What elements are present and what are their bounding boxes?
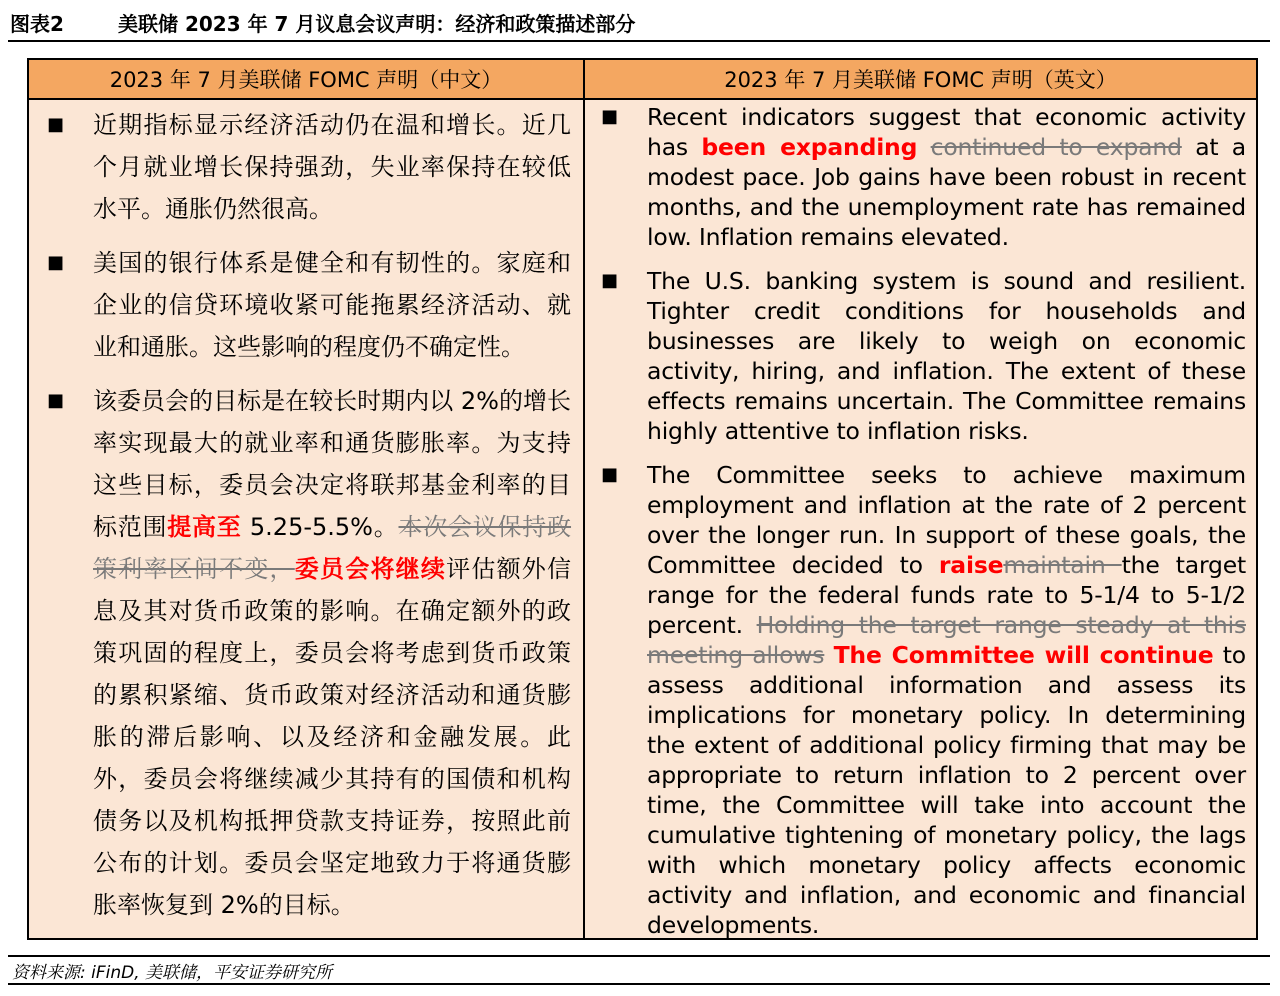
english-column — [585, 100, 1256, 938]
zh-paragraph-1: 近期指标显示经济活动仍在温和增长。近几个月就业增长保持强劲，失业率保持在较低水平。通胀仍然很高。 — [93, 111, 571, 223]
square-bullet-icon: ■ — [601, 464, 619, 485]
text-segment — [824, 641, 833, 669]
added-text: been expanding — [701, 133, 918, 161]
list-item — [595, 102, 1246, 252]
header-english: 2023 年 7 月美联储 FOMC 声明（英文） — [585, 60, 1256, 100]
square-bullet-icon: ■ — [47, 390, 65, 411]
figure-title: 美联储 2023 年 7 月议息会议声明：经济和政策描述部分 — [118, 11, 636, 36]
square-bullet-icon: ■ — [601, 106, 619, 127]
figure-header — [8, 4, 1270, 42]
added-text: The Committee will continue — [833, 641, 1214, 669]
comparison-table — [27, 58, 1258, 940]
text-segment: to assess additional information and assess its implications for monetary policy. In determining the extent of additional policy firming that may be appropriate to return inflation to 2 percent over time, the Committee will take into account the cumulative tightening of monetary policy, the lags with which monetary policy affects economic activity and inflation, and economic and financial developments. — [647, 641, 1246, 938]
text-segment: the target range for the federal funds rate to 5-1/4 to 5-1/2 percent. — [647, 551, 1246, 639]
text-segment: at a modest pace. Job gains have been robust in recent months, and the unemployment rate has remained low. Inflation remains elevated. — [647, 133, 1246, 251]
text-segment: 该委员会的目标是在较长时期内以 2%的增长率实现最大的就业率和通货膨胀率。为支持这些目标，委员会决定将联邦基金利率的目标范围 — [93, 387, 571, 541]
header-chinese: 2023 年 7 月美联储 FOMC 声明（中文） — [29, 60, 585, 100]
added-text: 提高至 — [167, 513, 242, 541]
text-segment: 5.25-5.5%。 — [241, 513, 399, 541]
zh-paragraph-2: 美国的银行体系是健全和有韧性的。家庭和企业的信贷环境收紧可能拖累经济活动、就业和通胀。这些影响的程度仍不确定性。 — [93, 249, 571, 361]
deleted-text: 本次会议保持政策利率区间不变， — [93, 513, 572, 583]
text-segment: The Committee seeks to achieve maximum employment and inflation at the rate of 2 percent over the longer run. In support of these goals, the Committee decided to — [647, 461, 1246, 579]
en-paragraph-3 — [647, 460, 1246, 938]
chinese-column — [29, 100, 585, 938]
en-paragraph-1 — [647, 102, 1246, 252]
figure-label: 图表2 — [10, 11, 64, 36]
list-item — [41, 104, 571, 230]
added-text: 委员会将继续 — [294, 555, 447, 583]
list-item — [595, 266, 1246, 446]
text-segment: 评估额外信息及其对货币政策的影响。在确定额外的政策巩固的程度上，委员会将考虑到货币政策的累积紧缩、货币政策对经济活动和通货膨胀的滞后影响、以及经济和金融发展。此外，委员会将继续减少其持有的国债和机构债务以及机构抵押贷款支持证券，按照此前公布的计划。委员会坚定地致力于将通货膨胀率恢复到 2%的目标。 — [93, 555, 572, 919]
deleted-text: Holding the target range steady at this meeting allows — [647, 611, 1246, 669]
deleted-text: maintain — [1003, 551, 1122, 579]
list-item — [595, 460, 1246, 938]
list-item — [41, 242, 571, 368]
en-paragraph-2: The U.S. banking system is sound and resilient. Tighter credit conditions for households and businesses are likely to weigh on economic activity, hiring, and inflation. The extent of these effects remains uncertain. The Committee remains highly attentive to inflation risks. — [647, 267, 1246, 445]
square-bullet-icon: ■ — [47, 252, 65, 273]
source-note: 资料来源: iFinD, 美联储，平安证券研究所 — [8, 955, 1270, 985]
deleted-text: continued to expand — [930, 133, 1182, 161]
list-item — [41, 380, 571, 926]
added-text: raise — [938, 551, 1004, 579]
text-segment — [917, 133, 930, 161]
square-bullet-icon: ■ — [601, 270, 619, 291]
square-bullet-icon: ■ — [47, 114, 65, 135]
text-segment: Recent indicators suggest that economic activity has — [647, 103, 1246, 161]
zh-paragraph-3 — [93, 380, 571, 926]
